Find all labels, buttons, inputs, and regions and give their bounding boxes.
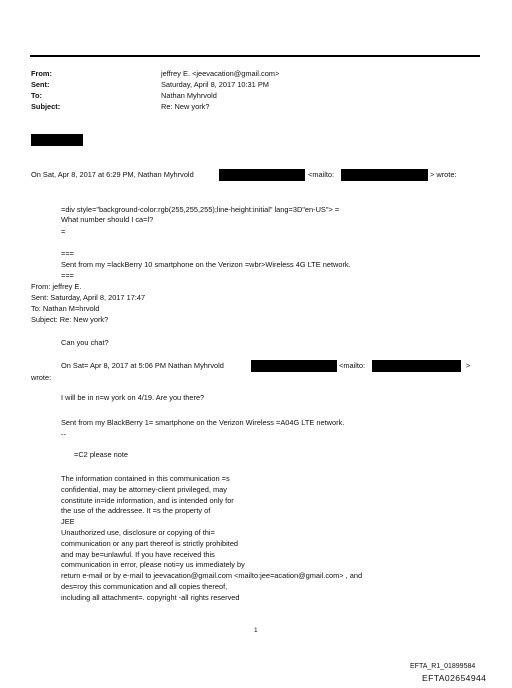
disclaimer-line: including all attachment=. copyright -all rights reserved (61, 592, 240, 602)
page-number: 1 (254, 627, 258, 634)
disclaimer-line: and may be=unlawful. If you have received this (61, 549, 215, 559)
disclaimer-line: return e-mail or by e-mail to jeevacation@gmail.com <mailto:jee=acation@gmail.com> , and (61, 571, 363, 581)
disclaimer-line: JEE (61, 517, 75, 527)
disclaimer-line: des=roy this communication and all copies thereof, (61, 581, 228, 591)
inner-subject: Subject: Re: New york? (31, 315, 109, 324)
from-value: jeffrey E. <jeevacation@gmail.com> (161, 69, 280, 78)
from-label: From: (31, 69, 52, 78)
separator: === (61, 249, 74, 258)
redaction-block (31, 134, 83, 146)
html-fragment-line: =div style="background-color:rgb(255,255,255);line-height:initial" lang=3D"en-US"> = (61, 205, 340, 214)
please-note: =C2 please note (74, 450, 129, 459)
disclaimer (61, 474, 362, 604)
sent-label: Sent: (31, 80, 50, 89)
sent-from-line: Sent from my BlackBerry 1= smartphone on the Verizon Wireless =A04G LTE network. (61, 418, 345, 427)
wrote-text: wrote: (31, 373, 52, 382)
to-label: To: (31, 91, 42, 100)
redaction-block (372, 360, 461, 372)
quote-line: On Sat= Apr 8, 2017 at 5:06 PM Nathan Myhrvold (61, 361, 224, 370)
inner-to: To: Nathan M=hrvold (31, 304, 100, 313)
disclaimer-line: Unauthorized use, disclosure or copying of thi= (61, 527, 215, 537)
disclaimer-line: communication or any part thereof is strictly prohibited (61, 538, 239, 548)
redaction-block (251, 360, 337, 372)
sent-from-line: Sent from my =lackBerry 10 smartphone on the Verizon =wbr>Wireless 4G LTE network. (61, 260, 351, 269)
header-rule (30, 55, 480, 57)
sent-value: Saturday, April 8, 2017 10:31 PM (161, 80, 269, 89)
redaction-block (219, 169, 305, 181)
disclaimer-line: The information contained in this communication =s (61, 474, 230, 483)
subject-value: Re: New york? (161, 102, 210, 111)
disclaimer-line: communication in error, please noti=y us immediately by (61, 560, 245, 570)
dashes: -- (61, 430, 66, 439)
can-you-chat: Can you chat? (61, 338, 109, 347)
inner-from: From: jeffrey E. (31, 282, 82, 291)
quote-line: On Sat, Apr 8, 2017 at 6:29 PM, Nathan Myhrvold (31, 170, 194, 179)
efta-id-small: EFTA_R1_01899584 (410, 663, 476, 670)
mailto-text: <mailto: (339, 361, 366, 370)
wrote-text: > wrote: (430, 170, 457, 179)
efta-id: EFTA02654944 (422, 673, 487, 683)
disclaimer-line: the use of the addressee. It =s the property of (61, 506, 211, 516)
to-value: Nathan Myhrvold (161, 91, 217, 100)
subject-label: Subject: (31, 102, 61, 111)
gt-text: > (466, 361, 471, 370)
will-be-line: I will be in n=w york on 4/19. Are you there? (61, 393, 205, 402)
mailto-text: <mailto: (308, 170, 335, 179)
question-line: What number should I ca=l? (61, 215, 154, 224)
inner-sent: Sent: Saturday, April 8, 2017 17:47 (31, 293, 146, 302)
redaction-block (341, 169, 428, 181)
separator: === (61, 271, 74, 280)
disclaimer-line: constitute in=ide information, and is intended only for (61, 495, 234, 505)
equals-line: = (61, 227, 66, 236)
disclaimer-line: confidential, may be attorney-client privileged, may (61, 484, 227, 494)
